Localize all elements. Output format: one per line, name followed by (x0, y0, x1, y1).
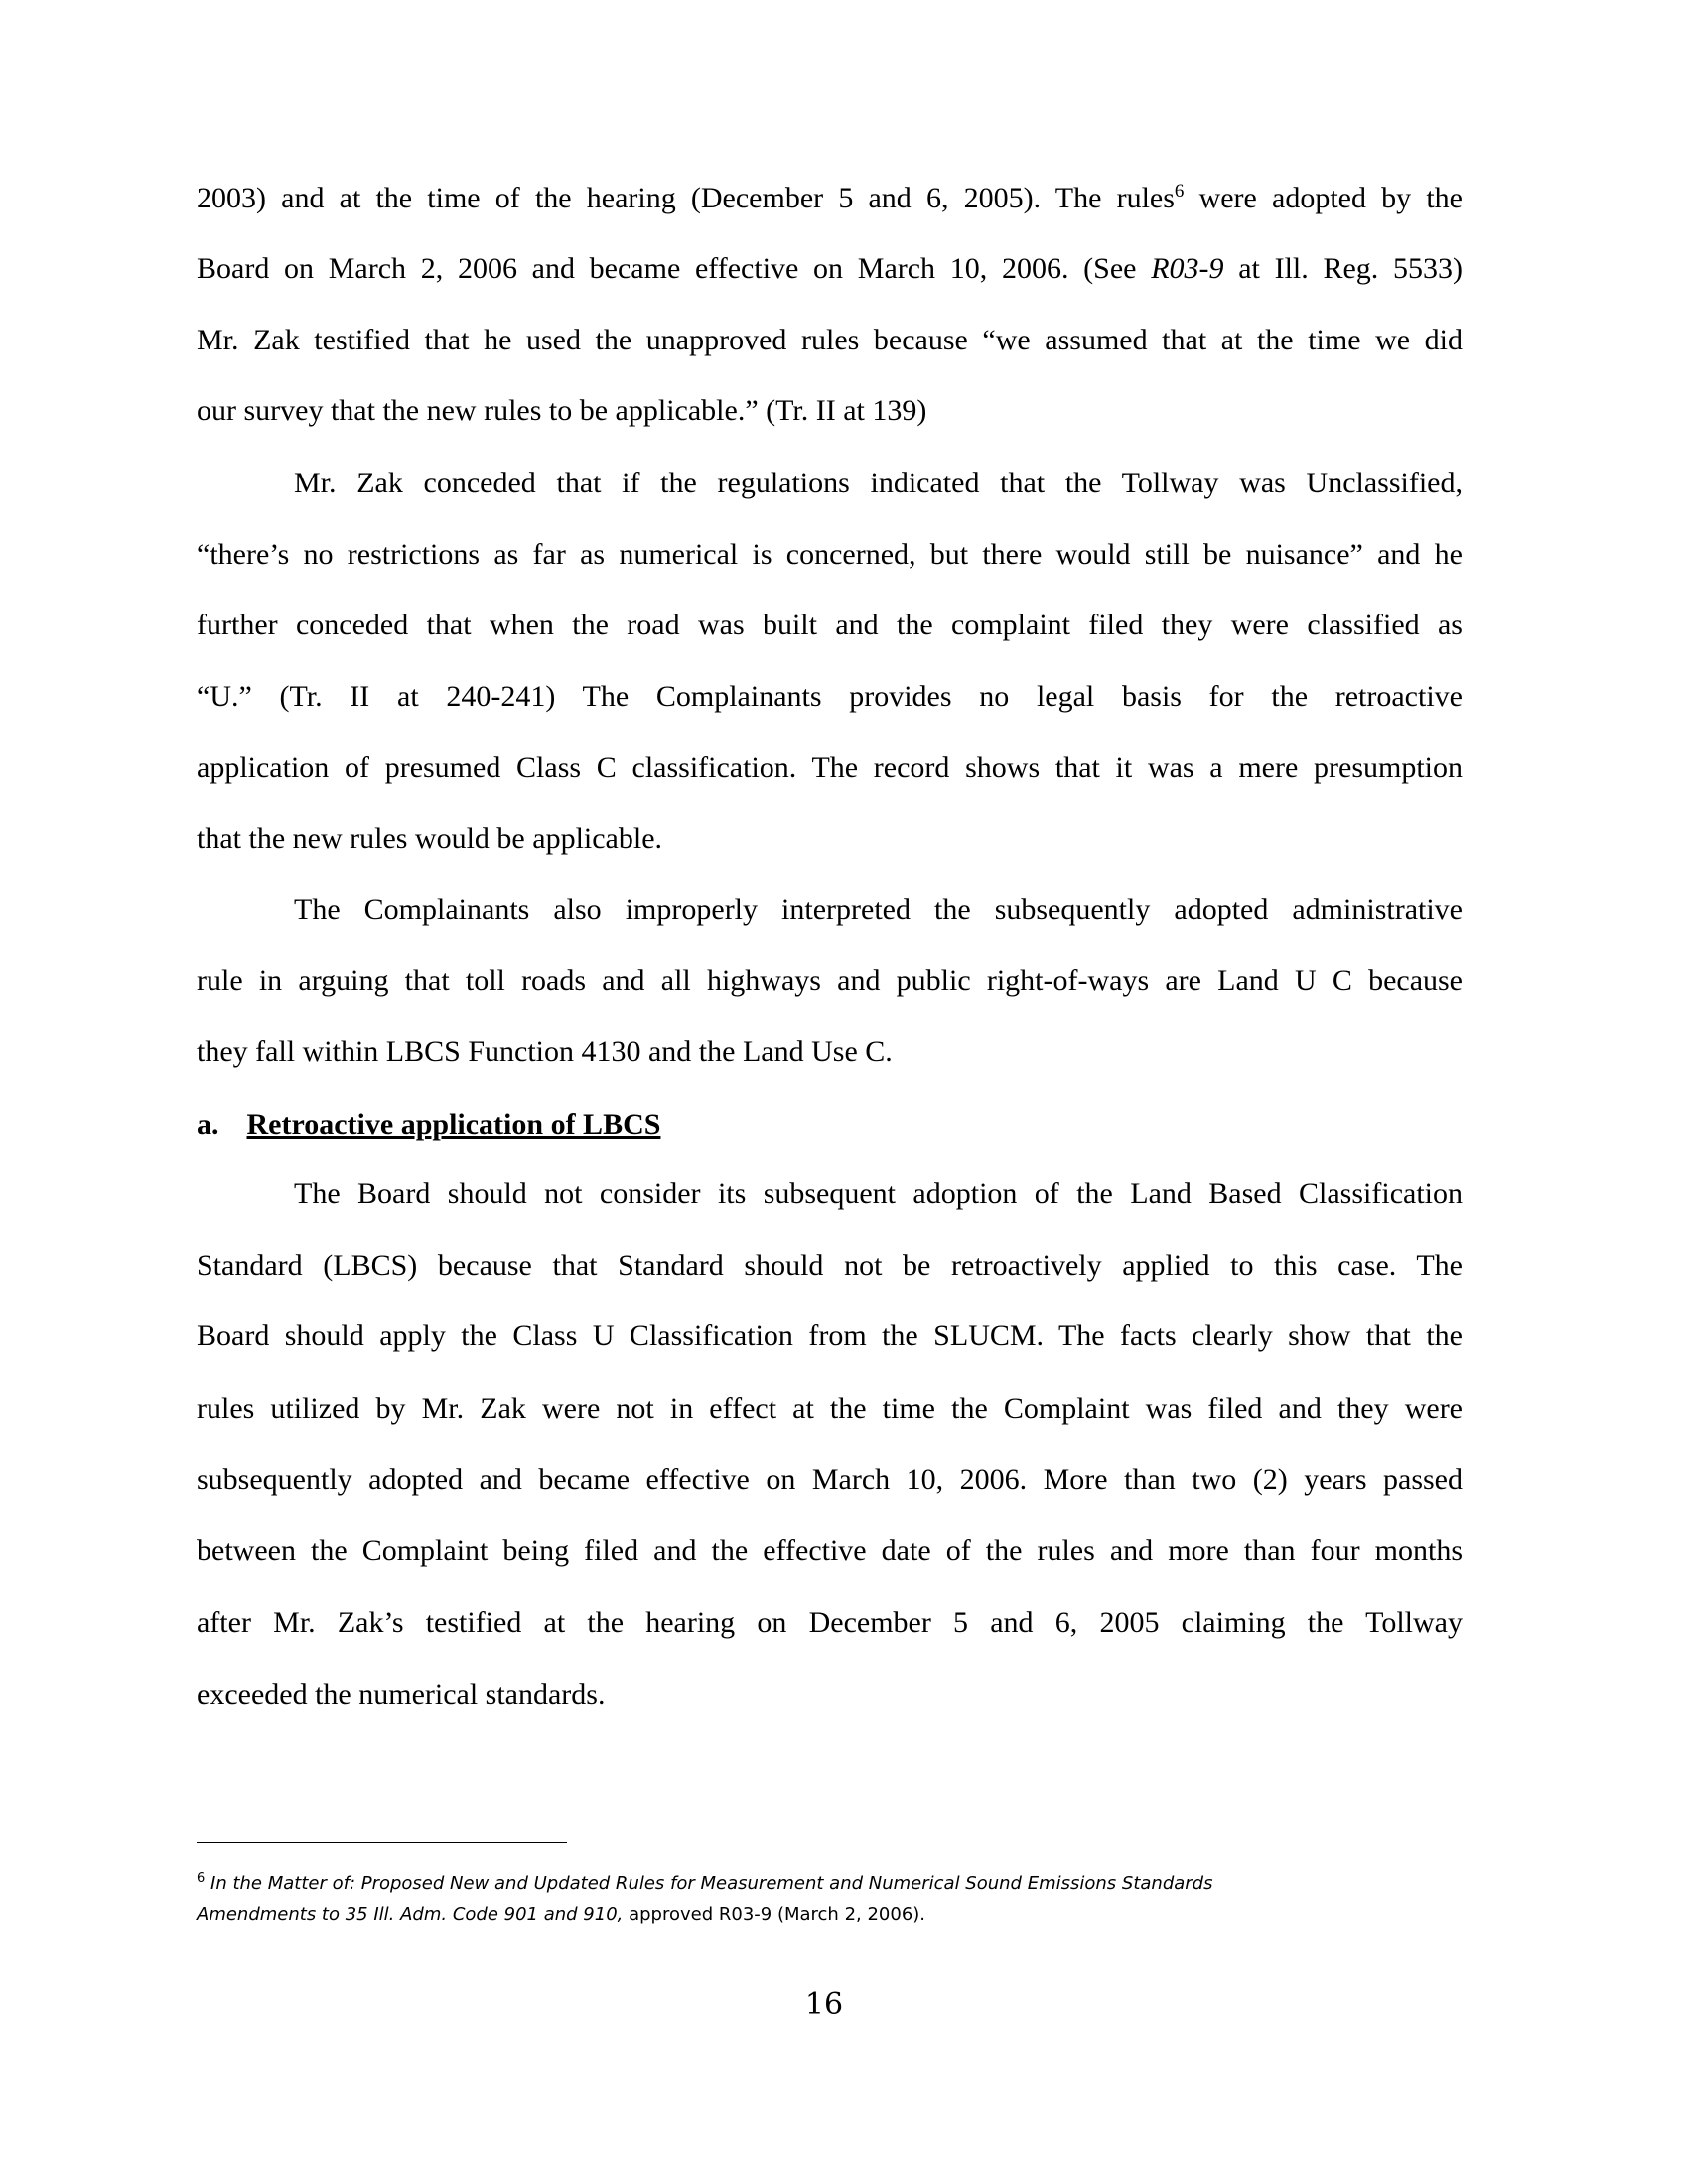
footnote-ref: 6 (1174, 181, 1185, 202)
section-heading (197, 1107, 660, 1143)
text-line: exceeded the numerical standards. (197, 1678, 606, 1710)
text-line: rules utilized by Mr. Zak were not in effect at the time the Complaint was filed and they were (197, 1392, 1463, 1425)
text: Board on March 2, 2006 and became effective on March 10, 2006. (See (197, 252, 1152, 285)
text: were adopted by the (1184, 182, 1463, 214)
footnote-number: 6 (197, 1871, 206, 1886)
text-line: The Board should not consider its subsequent adoption of the Land Based Classification (294, 1177, 1463, 1210)
text-line: between the Complaint being filed and the effective date of the rules and more than four months (197, 1534, 1463, 1567)
text-line: Board should apply the Class U Classification from the SLUCM. The facts clearly show that the (197, 1319, 1463, 1352)
text: at Ill. Reg. 5533) (1223, 252, 1463, 285)
footnote-text: In the Matter of: Proposed New and Updated Rules for Measurement and Numerical Sound Emissions Standards (210, 1873, 1213, 1894)
footnote-line (197, 1872, 1212, 1896)
text-line: Mr. Zak testified that he used the unapproved rules because “we assumed that at the time we did (197, 324, 1463, 356)
heading-letter: a. (197, 1108, 219, 1141)
text-line: our survey that the new rules to be applicable.” (Tr. II at 139) (197, 394, 927, 427)
text-line: rule in arguing that toll roads and all highways and public right-of-ways are Land U C because (197, 964, 1463, 997)
text-line: further conceded that when the road was built and the complaint filed they were classified as (197, 609, 1463, 641)
text-line: The Complainants also improperly interpreted the subsequently adopted administrative (294, 893, 1463, 926)
page-number: 16 (804, 1987, 844, 2022)
text-line: that the new rules would be applicable. (197, 822, 663, 855)
text-line (197, 251, 1463, 287)
footnote-divider (197, 1842, 567, 1843)
text-line: subsequently adopted and became effective on March 10, 2006. More than two (2) years passed (197, 1463, 1463, 1496)
footnote-text: approved R03-9 (March 2, 2006). (623, 1904, 926, 1925)
text-line: Standard (LBCS) because that Standard should not be retroactively applied to this case. The (197, 1249, 1463, 1282)
text: 2003) and at the time of the hearing (December 5 and 6, 2005). The rules (197, 182, 1175, 214)
footnote-line (197, 1903, 925, 1927)
text-line: Mr. Zak conceded that if the regulations indicated that the Tollway was Unclassified, (294, 467, 1463, 499)
heading-title: Retroactive application of LBCS (246, 1108, 661, 1141)
text-line: “there’s no restrictions as far as numerical is concerned, but there would still be nuisance” and he (197, 538, 1463, 571)
text-line: after Mr. Zak’s testified at the hearing on December 5 and 6, 2005 claiming the Tollway (197, 1606, 1463, 1639)
text-line: “U.” (Tr. II at 240-241) The Complainants provides no legal basis for the retroactive (197, 680, 1463, 713)
case-citation: R03-9 (1151, 252, 1224, 285)
text-line: application of presumed Class C classification. The record shows that it was a mere presumption (197, 751, 1463, 784)
footnote-text: Amendments to 35 Ill. Adm. Code 901 and 910, (197, 1904, 624, 1925)
text-line (197, 181, 1463, 216)
text-line: they fall within LBCS Function 4130 and the Land Use C. (197, 1035, 893, 1068)
